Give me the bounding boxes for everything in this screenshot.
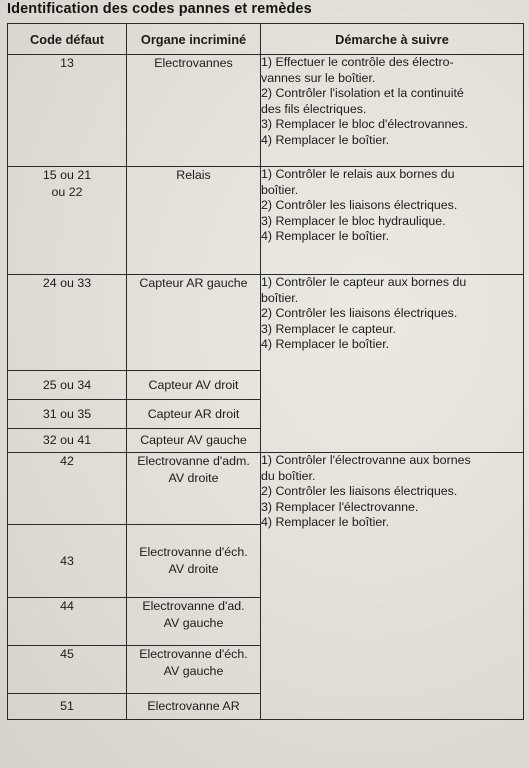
step-line: boîtier. [261,182,299,197]
organ-cell: Electrovanne d'adm. AV droite [127,453,261,525]
table-heading: Identification des codes pannes et remèdes [7,1,312,17]
organ-cell: Electrovanne AR [127,694,261,720]
table-header-row [8,24,524,55]
step-line: 1) Contrôler le relais aux bornes du [261,167,455,181]
step-line: 3) Remplacer le capteur. [261,321,396,336]
organ-cell: Electrovanne d'ad. AV gauche [127,598,261,646]
step-line: 4) Remplacer le boîtier. [261,132,390,147]
table-row [8,167,524,275]
step-line: 4) Remplacer le boîtier. [261,229,390,243]
table-row [8,453,524,525]
step-line: 2) Contrôler les liaisons électriques. [261,306,458,320]
fault-code-cell: 43 [8,525,127,598]
step-line: 4) Remplacer le boîtier. [261,515,390,529]
fault-code-cell: 15 ou 21 ou 22 [8,167,127,275]
step-line: boîtier. [261,290,299,305]
fault-code-cell: 25 ou 34 [8,371,127,400]
fault-code-cell: 42 [8,453,127,525]
fault-code-cell: 31 ou 35 [8,400,127,429]
organ-cell: Electrovannes [127,55,261,167]
column-header-organ: Organe incriminé [127,24,261,55]
steps-cell [261,55,524,167]
step-line: 2) Contrôler les liaisons électriques. [261,484,458,498]
organ-cell: Capteur AV droit [127,371,261,400]
steps-cell [261,453,524,720]
steps-cell [261,275,524,453]
fault-code-cell: 45 [8,646,127,694]
organ-cell: Relais [127,167,261,275]
step-line: 3) Remplacer le bloc d'électrovannes. [261,117,468,131]
organ-cell: Capteur AR gauche [127,275,261,371]
step-line: 3) Remplacer l'électrovanne. [261,499,419,514]
column-header-code: Code défaut [8,24,127,55]
organ-cell: Electrovanne d'éch. AV droite [127,525,261,598]
table-row [8,55,524,167]
fault-code-cell: 44 [8,598,127,646]
step-line: 1) Effectuer le contrôle des électro- [261,55,454,69]
organ-cell: Capteur AV gauche [127,429,261,453]
fault-code-table [7,23,524,720]
step-line: vannes sur le boîtier. [261,70,376,85]
step-line: 4) Remplacer le boîtier. [261,337,390,351]
step-line: du boîtier. [261,468,316,483]
steps-cell [261,167,524,275]
step-line: 3) Remplacer le bloc hydraulique. [261,213,446,228]
step-line: 1) Contrôler le capteur aux bornes du [261,275,467,289]
step-line: 1) Contrôler l'électrovanne aux bornes [261,453,471,467]
table-row [8,275,524,371]
fault-code-cell: 32 ou 41 [8,429,127,453]
organ-cell: Electrovanne d'éch. AV gauche [127,646,261,694]
fault-code-cell: 24 ou 33 [8,275,127,371]
fault-code-cell: 51 [8,694,127,720]
organ-cell: Capteur AR droit [127,400,261,429]
step-line: des fils électriques. [261,101,367,116]
step-line: 2) Contrôler les liaisons électriques. [261,198,458,212]
step-line: 2) Contrôler l'isolation et la continuité [261,86,464,100]
column-header-steps: Démarche à suivre [261,24,524,55]
fault-code-cell: 13 [8,55,127,167]
